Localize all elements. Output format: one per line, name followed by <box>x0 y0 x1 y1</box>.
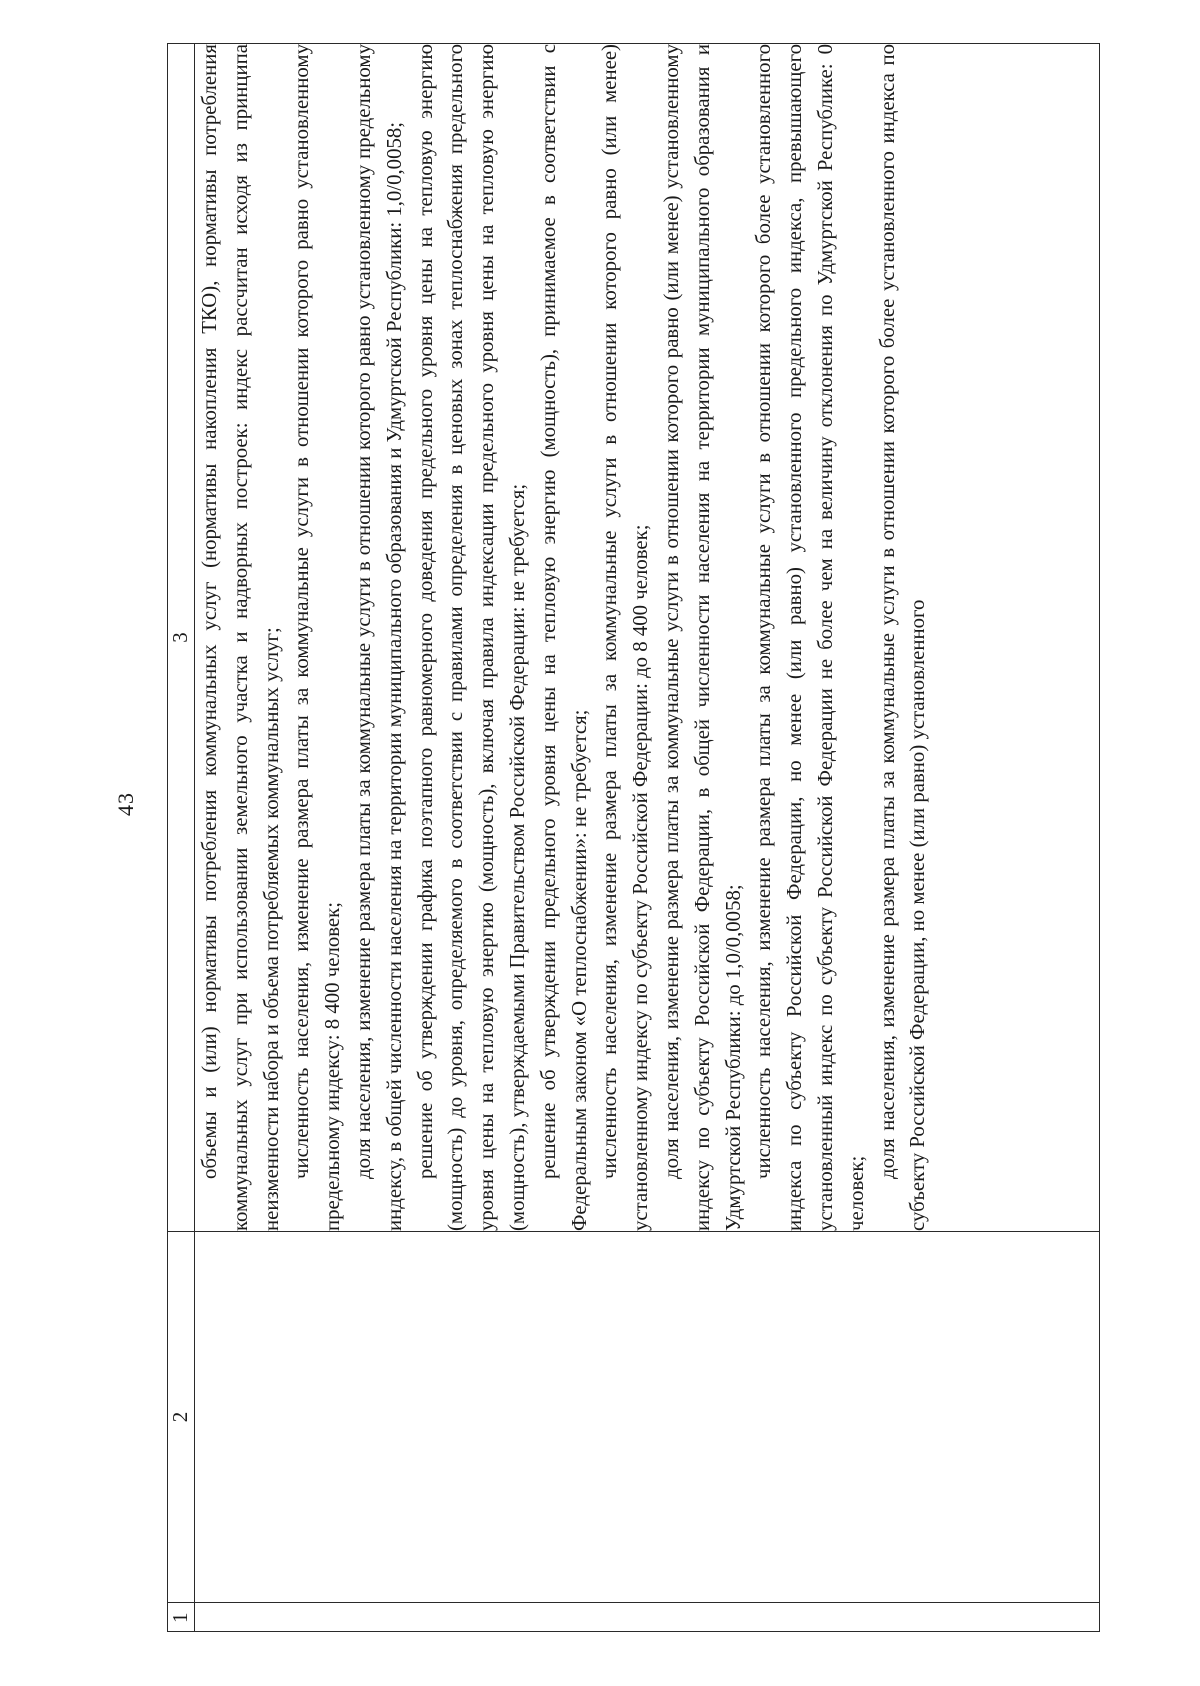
paragraph: доля населения, изменение размера платы за коммунальные услуги в отношении которого более установленного индекса по субъекту Российской Федерации, но менее (или равно) установленного <box>875 44 930 1231</box>
header-col-1: 1 <box>168 1603 195 1632</box>
table-header-row <box>168 44 195 1632</box>
cell-col-3 <box>195 44 1100 1232</box>
header-col-3: 3 <box>168 44 195 1232</box>
page-number: 43 <box>113 792 138 816</box>
paragraph: численность населения, изменение размера платы за коммунальные услуги в отношении которого равно установленному предельному индексу: 8 400 человек; <box>290 44 345 1231</box>
paragraph: численность населения, изменение размера платы за коммунальные услуги в отношении которого более установленного индекса по субъекту Российской Федерации, но менее (или равно) установленного предельного индекса, превышающего установленный индекс по субъекту Российской Федерации не более чем на величину отклонения по Удмуртской Республике: 0 человек; <box>752 44 868 1231</box>
header-col-2: 2 <box>168 1232 195 1603</box>
paragraph: решение об утверждении предельного уровня цены на тепловую энергию (мощность), принимаемое в соответствии с Федеральным законом «О теплоснабжении»: не требуется; <box>536 44 591 1231</box>
paragraph: численность населения, изменение размера платы за коммунальные услуги в отношении которого равно (или менее) установленному индексу по субъекту Российской Федерации: до 8 400 человек; <box>598 44 653 1231</box>
table-body-row <box>195 44 1100 1632</box>
paragraph: доля населения, изменение размера платы за коммунальные услуги в отношении которого равно установленному предельному индексу, в общей численности населения на территории муниципального образования и Удмуртской Республики: 1,0/0,0058; <box>351 44 406 1231</box>
paragraph: доля населения, изменение размера платы за коммунальные услуги в отношении которого равно (или менее) установленному индексу по субъекту Российской Федерации, в общей численности населения на территории муниципального образования и Удмуртской Республики: до 1,0/0,0058; <box>659 44 745 1231</box>
paragraph: решение об утверждении графика поэтапного равномерного доведения предельного уровня цены на тепловую энергию (мощность) до уровня, определяемого в соответствии с правилами определения в ценовых зонах теплоснабжения предельного уровня цены на тепловую энергию (мощность), включая правила индексации предельного уровня цены на тепловую энергию (мощность), утверждаемыми Правительством Российской Федерации: не требуется; <box>413 44 529 1231</box>
content-table <box>167 43 1100 1632</box>
cell-col-1 <box>195 1603 1100 1632</box>
rotated-table-wrapper <box>167 44 1099 1632</box>
cell-col-2 <box>195 1232 1100 1603</box>
paragraph: объемы и (или) нормативы потребления коммунальных услуг (нормативы накопления ТКО), нормативы потребления коммунальных услуг при использовании земельного участка и надворных построек: индекс рассчитан исходя из принципа неизменности набора и объема потребляемых коммунальных услуг; <box>198 44 283 1231</box>
